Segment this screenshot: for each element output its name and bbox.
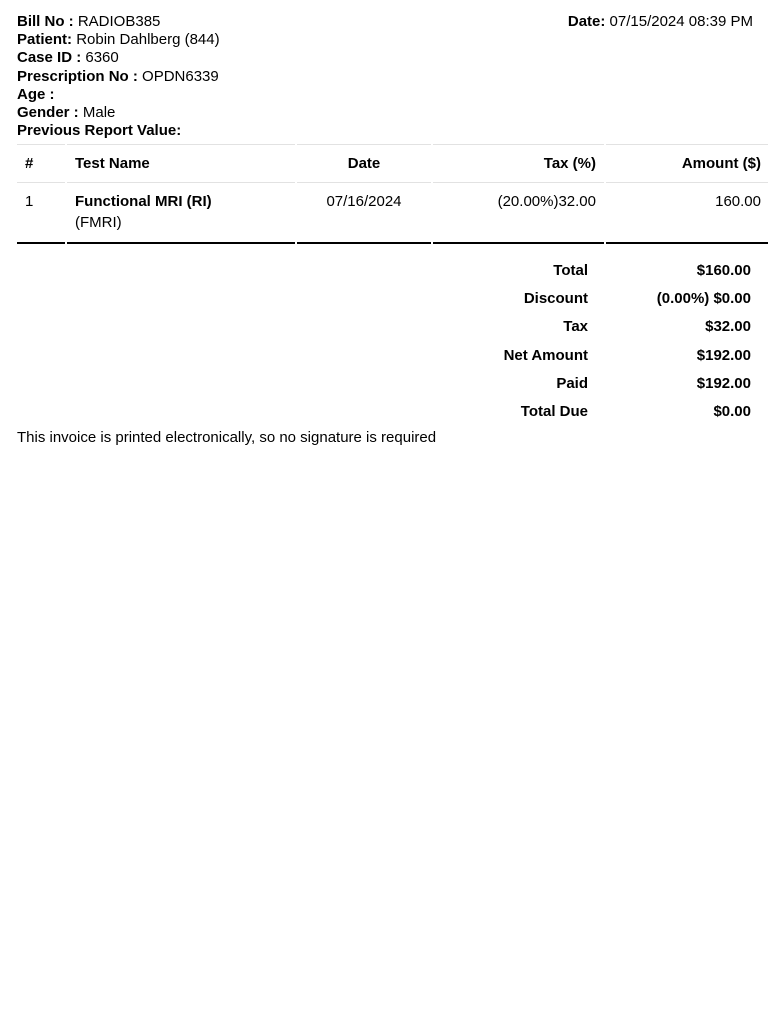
case-id-value: 6360 <box>85 49 119 67</box>
total-label: Total <box>553 261 588 279</box>
table-row <box>17 183 768 244</box>
total-due-label: Total Due <box>520 403 588 421</box>
total-due-row <box>417 397 759 425</box>
table-header-row <box>17 144 768 183</box>
age-line <box>17 86 753 104</box>
row-date: 07/16/2024 <box>297 183 431 244</box>
previous-report-line <box>17 122 753 140</box>
prescription-line <box>17 68 753 86</box>
net-amount-value: $192.00 <box>696 346 751 364</box>
col-header-date: Date <box>297 144 431 183</box>
row-amount: 160.00 <box>606 183 768 244</box>
bill-no-value: RADIOB385 <box>77 13 161 30</box>
bill-date <box>568 13 753 31</box>
prescription-value: OPDN6339 <box>142 67 219 85</box>
col-header-test-name: Test Name <box>67 144 295 183</box>
tax-label: Tax <box>563 318 588 336</box>
totals-table <box>417 256 759 426</box>
paid-row <box>417 369 759 397</box>
gender-line <box>17 104 753 122</box>
tax-row <box>417 313 759 341</box>
col-header-number: # <box>17 144 65 183</box>
patient-label: Patient: <box>17 31 73 49</box>
tax-value: $32.00 <box>705 318 751 336</box>
total-due-value: $0.00 <box>713 403 751 421</box>
col-header-amount: Amount ($) <box>606 144 768 183</box>
total-value: $160.00 <box>696 261 751 279</box>
invoice-page <box>17 13 761 446</box>
row-test-name: Functional MRI (RI) <box>75 193 212 210</box>
bill-no-label: Bill No : <box>17 13 74 30</box>
row-test-code: (FMRI) <box>75 214 122 231</box>
total-row <box>417 256 759 284</box>
discount-value: (0.00%) $0.00 <box>656 289 751 307</box>
discount-row <box>417 284 759 312</box>
age-label: Age : <box>17 85 55 103</box>
bill-date-label: Date: <box>567 13 606 30</box>
row-tax: (20.00%)32.00 <box>433 183 604 244</box>
gender-value: Male <box>82 103 116 121</box>
paid-label: Paid <box>556 374 588 392</box>
prescription-label: Prescription No : <box>17 67 138 85</box>
paid-value: $192.00 <box>696 374 751 392</box>
row-number: 1 <box>17 183 65 244</box>
row-test-name-cell <box>67 183 295 244</box>
net-amount-row <box>417 341 759 369</box>
case-id-line <box>17 49 753 67</box>
case-id-label: Case ID : <box>17 49 82 67</box>
col-header-tax: Tax (%) <box>433 144 604 183</box>
discount-label: Discount <box>523 289 588 307</box>
net-amount-label: Net Amount <box>503 346 588 364</box>
patient-line <box>17 31 753 49</box>
patient-value: Robin Dahlberg (844) <box>76 31 220 49</box>
previous-report-label: Previous Report Value: <box>17 122 182 140</box>
gender-label: Gender : <box>17 103 79 121</box>
test-items-table <box>15 144 768 244</box>
bill-date-value: 07/15/2024 08:39 PM <box>609 13 753 30</box>
footer-note: This invoice is printed electronically, so no signature is required <box>17 429 437 446</box>
